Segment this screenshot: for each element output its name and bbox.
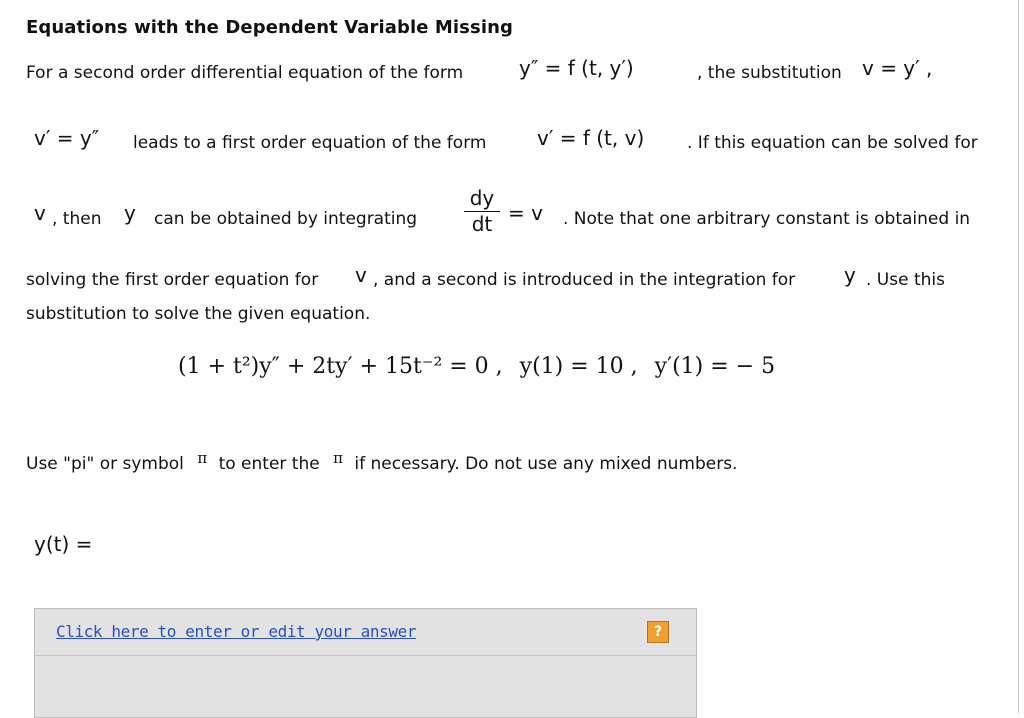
- initial-condition-2: y′(1) = − 5: [654, 354, 776, 379]
- pi-symbol: π: [197, 449, 208, 467]
- substitution-instruction: substitution to solve the given equation.: [26, 304, 371, 324]
- enter-answer-link[interactable]: Click here to enter or edit your answer: [56, 622, 417, 641]
- solving-text: solving the first order equation for: [26, 270, 319, 290]
- var-v-2: v: [355, 263, 367, 287]
- form-equation-2: v′ = f (t, v): [537, 126, 645, 150]
- pi-instruction-part1: Use "pi" or symbol: [26, 454, 184, 474]
- given-equation: [178, 354, 775, 379]
- substitution-text: , the substitution: [697, 63, 842, 83]
- pi-instruction-part2: to enter the: [218, 454, 320, 474]
- substitution-derivative: v′ = y″: [34, 126, 100, 150]
- page-title: Equations with the Dependent Variable Missing: [26, 17, 513, 38]
- use-this-text: . Use this: [866, 270, 945, 290]
- initial-condition-1: y(1) = 10 ,: [519, 354, 638, 379]
- answer-row: [35, 609, 696, 656]
- form-equation-1: y″ = f (t, y′): [519, 56, 634, 80]
- solve-for-text: . If this equation can be solved for: [687, 133, 978, 153]
- first-order-text: leads to a first order equation of the form: [133, 133, 487, 153]
- pi-symbol-2: π: [333, 449, 343, 467]
- var-y-2: y: [844, 263, 856, 287]
- intro-text: For a second order differential equation of the form: [26, 63, 464, 83]
- differential-equation: (1 + t²)y″ + 2ty′ + 15t⁻² = 0 ,: [178, 354, 503, 379]
- help-button[interactable]: ?: [647, 621, 669, 643]
- pi-instruction: [26, 449, 737, 474]
- integrating-text: can be obtained by integrating: [154, 209, 418, 229]
- fraction-denominator: dt: [471, 212, 493, 236]
- var-v: v: [34, 201, 46, 225]
- pi-instruction-part3: if necessary. Do not use any mixed numbers.: [354, 454, 738, 474]
- answer-box: [34, 608, 697, 718]
- var-y: y: [124, 201, 136, 225]
- answer-label: y(t) =: [34, 532, 93, 556]
- second-constant-text: , and a second is introduced in the integration for: [373, 270, 796, 290]
- constant-text: . Note that one arbitrary constant is obtained in: [563, 209, 971, 229]
- then-text: , then: [52, 209, 102, 229]
- substitution-v: v = y′ ,: [862, 56, 933, 80]
- dy-dt-fraction: [462, 186, 502, 235]
- fraction-numerator: dy: [469, 186, 495, 210]
- equals-v: = v: [508, 201, 543, 225]
